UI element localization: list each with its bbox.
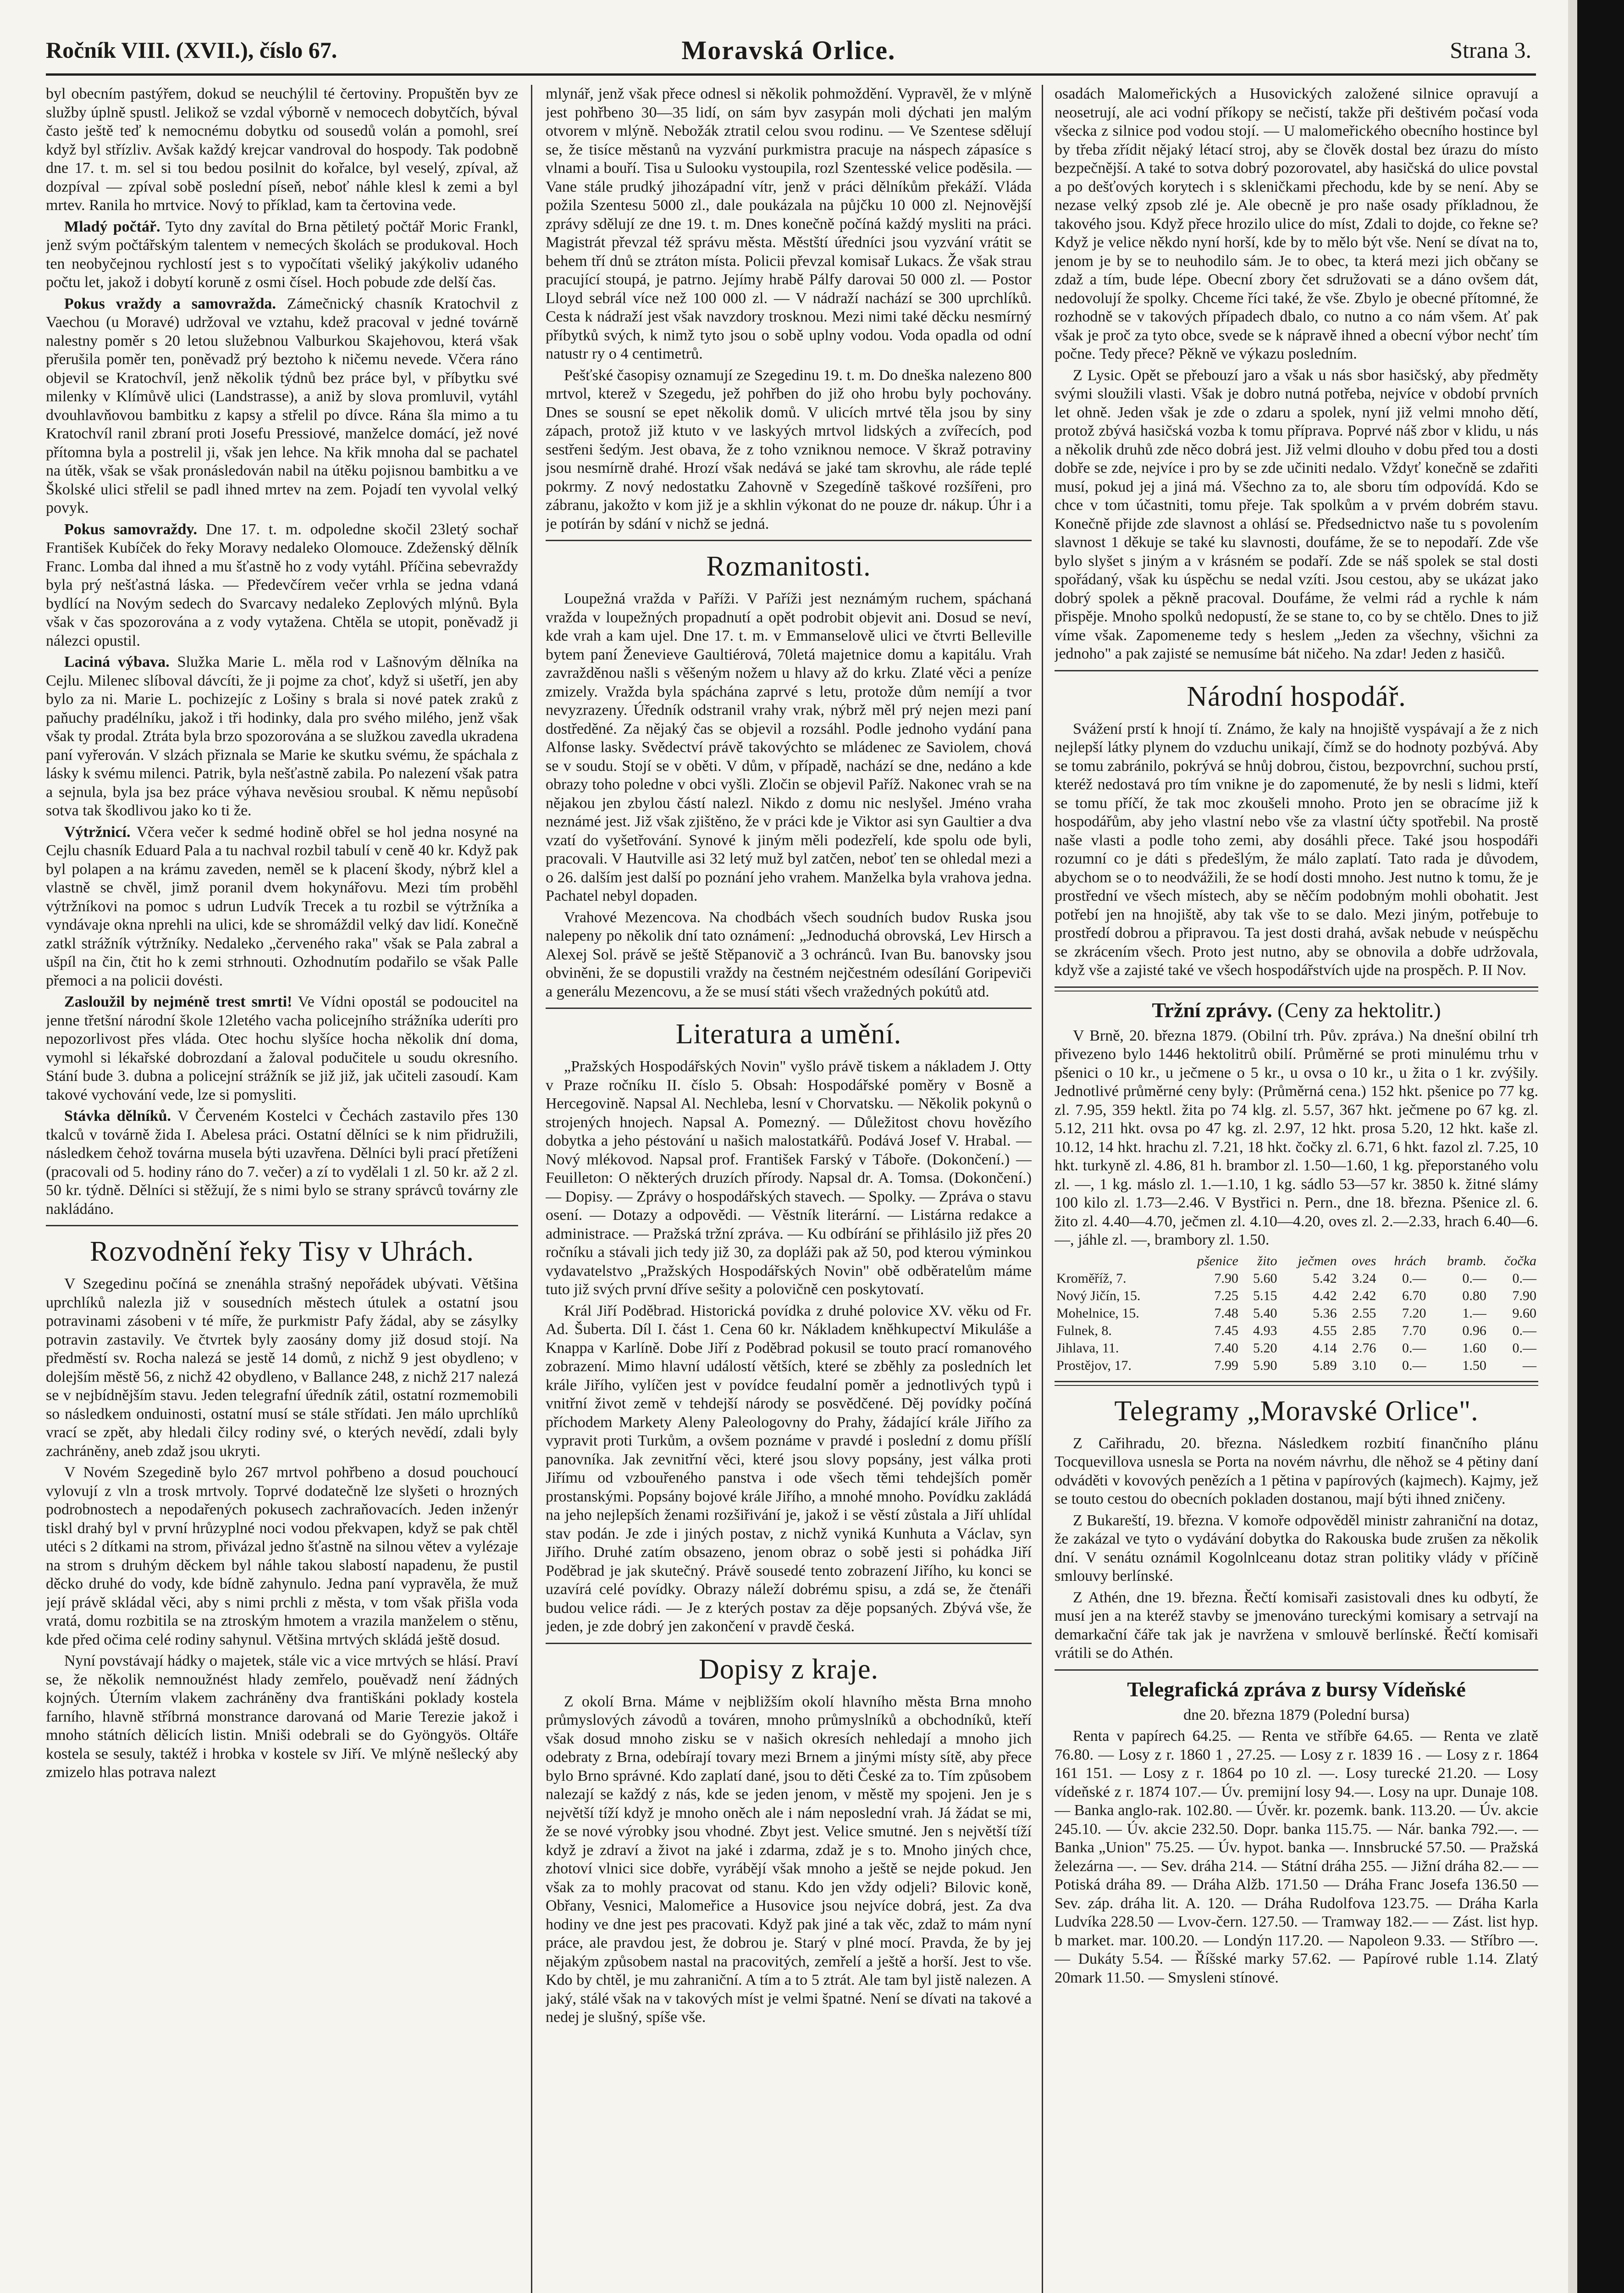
column-divider (531, 85, 532, 2293)
table-cell: 3.10 (1352, 1357, 1376, 1373)
table-cell: 0.— (1402, 1270, 1426, 1286)
table-header: pšenice (1197, 1253, 1238, 1268)
table-cell: 0.— (1462, 1270, 1486, 1286)
table-cell: 9.60 (1512, 1305, 1536, 1321)
table-cell: 5.20 (1253, 1340, 1277, 1356)
table-cell: 5.42 (1313, 1270, 1337, 1286)
column-1 (46, 85, 518, 2293)
table-cell: Mohelnice, 15. (1056, 1305, 1139, 1321)
table-cell: 7.48 (1214, 1305, 1238, 1321)
table-cell: 5.90 (1253, 1357, 1277, 1373)
table-row (1055, 1287, 1538, 1305)
table-cell: 7.45 (1214, 1323, 1238, 1338)
article-text: V Brně, 20. března 1879. (Obilní trh. Pův. zpráva.) Na dnešní obilní trh přivezeno bylo 1446 hektolitrů obilí. Průměrné se proti minulému trhu v pšenici o 10 kr., u ječmene o 5 kr., u ovsa o 10 kr., u žita o 1 kr. zvýšily. Jednotlivé průměrné ceny byly: (Průměrná cena.) 152 hkt. pšenice po 77 kg. zl. 7.95, 359 hektl. žita po 74 klg. zl. 5.57, 367 hkt. ječmene po 67 kg. zl. 5.12, 211 hkt. ovsa po 47 kg. zl. 2.97, 12 hkt. prosa 5.20, 12 hkt. kaše zl. 10.12, 14 hkt. hrachu zl. 7.21, 18 hkt. čočky zl. 6.71, 6 hkt. fazol zl. 7.25, 10 hkt. turkyně zl. 4.86, 81 h. brambor zl. 1.50—1.60, 1 kg. přeporstaného volu zl. —, 1 kg. máslo zl. 1.—1.10, 1 kg. sádlo 53—57 kr. 3850 k. žitné slámy 100 kilo zl. 1.73—2.46. V Bystřici n. Pern., dne 18. března. Pšenice zl. 6. žito zl. 4.40—4.70, ječmen zl. 4.10—4.20, oves zl. 2.—2.33, hrach 6.40—6.—, jáhle zl. —, brambory zl. 1.50. (1055, 1027, 1538, 1248)
table-cell: Fulnek, 8. (1056, 1323, 1112, 1338)
section-subheading: dne 20. března 1879 (Polední bursa) (1183, 1706, 1409, 1723)
market-price-table (1055, 1252, 1538, 1374)
column-2 (546, 85, 1032, 2293)
section-rule (1055, 670, 1538, 671)
article-text: Z Athén, dne 19. března. Řečtí komisaři zasistovali dnes ku odbytí, že musí jen a na kteréž stavby se jmenováno tureckými komisary a setrvají na demarkační čáře tak jak je navržena v smlouvě berlínské. Řečtí komisaři vrátili se do Athén. (1055, 1589, 1538, 1662)
column-divider (1042, 85, 1043, 2293)
table-cell: 7.40 (1214, 1340, 1238, 1356)
article-text: V Szegedinu počíná se znenáhla strašný nepořádek ubývati. Většina uprchlíků nalezla již v sousedních městech útulek a ostatní jsou potravinami zásobeni v té míře, že purkmistr Pafy žádal, aby se zásylky potravin zastavily. Ve čtvrtek byly zaosány domy již dosud stojí. Na předměstí sv. Rocha nalezá se jestě 14 domů, z nichž 9 jest obydleno; v dolejším městě 56, z nichž 42 obydleno, v Ballance 248, z nichž 217 nalezá se v nejbídnějším stavu. Jeden telegrafní úředník zátil, ostatní rozmemobili so následkem onduinosti, ostatní musí se stále střídati. Jen málo uprchlíků vrací se zpět, aby hledali čilcy rodiny své, o kterých nevědí, zdali byly zachráněny, aneb zdaž jsou ukryti. (46, 1275, 518, 1460)
table-cell: 0.— (1512, 1270, 1536, 1286)
table-cell: 0.— (1512, 1323, 1536, 1338)
table-cell: 1.60 (1462, 1340, 1486, 1356)
table-cell: Nový Jičín, 15. (1056, 1288, 1141, 1303)
table-cell: 6.70 (1402, 1288, 1426, 1303)
section-rule (46, 1225, 518, 1226)
issue-number: Ročník VIII. (XVII.), číslo 67. (46, 37, 337, 63)
section-rule (546, 540, 1032, 541)
article-text: Zámečnický chasník Kratochvil z Vaechou (u Moravé) udržoval ve vztahu, kdež pracoval v jedné továrně nalestny poměr s 20 letou služebnou Valburkou Skajehovou, která však přerušila poměr ten, poněvadž prý beztoho k ničemu nevede. Včera ráno objevil se Kratochvíl, jenž několik týdnů bez práce byl, v příbytku své milenky v Klímůvě ulici (Landstrasse), a aniž by slova promluvil, vytáhl dvouhlavňovou bambitku z kapsy a střelil po dívce. Rána šla mimo a tu Kratochvíl ranil zbraní proti Josefu Pressiové, manželce domácí, jež nové přítomna byla a postrelil ji, však jen lehce. Na křik mnoha dal se pachatel na útěk, však se však pronásledován nabil na útěku pojisnou bambitku a ve Školské ulici střelil se padl ihned mrtev na zem. Pojadí ten vyvolal velký povyk. (46, 295, 518, 516)
article-text: mlynář, jenž však přece odnesl si několik pohmoždění. Vypravěl, že v mlýně jest pohřbeno 30—35 lidí, on sám byv zasypán moli dýchati jen malým otvorem v mlýně. Nebožák ztratil celou svou rodinu. — Ve Szentese sdělují se, že tisíce městanů na vyzvání purkmistra pracuje na náspech zápasíce s vlnami a bouří. Tisa u Sulooku vystoupila, rozl Szentesské velice poděsila. — Vane stále prudký jihozápadní vítr, jenž v práci dělníkům překáží. Vláda požila Szentesu 5000 zl., dale poukázala na půjčku 10 000 zl. Nejnovější zprávy sdělují ze dne 19. t. m. Dnes konečně počíná každý mysliti na práci. Magistrát převzal též správu města. Městští úředníci jsou vyzvání vrátit se behem tří dnů se ztráton místa. Policii převzal komisař Lukacs. Že však strau pracující stoupá, je patrno. Jejímy hrabě Pálfy darovai 50 000 zl. — Postor Lloyd sebrál více než 100 000 zl. — V nádraží nachází se 300 uprchlíků. Cesta k nádraží jest však navzdory trosknou. Mezi nimi také děcku nesmírný příbytků svých, k nimž tyto jsou o sobě uplny vodou. Voda opadla od odní natustr ry o 4 centimetrů. (546, 85, 1032, 362)
section-heading: Národní hospodář. (1187, 681, 1406, 712)
table-header: hrách (1394, 1253, 1426, 1268)
article-text: Tyto dny zavítal do Brna pětiletý počtář Moric Frankl, jenž svým počtářským talentem v nemecých školách se produkoval. Hoch ten neobyčejnou rychlostí jest s to vypočítati všeliký jakýkoliv udaného počtu let, jakož i dobytí koruně z osmi čísel. Hoch pobude zde delší čas. (46, 218, 518, 291)
article-text: Nyní povstávají hádky o majetek, stále vic a vice mrtvých se hlásí. Praví se, že několik nemnoužnést hlady zemřelo, pouěvadž není žádných kojných. Úterním vlakem zachráněny dva františkáni poklady kostela farního, hlavně stříbrná monstrance darovaná od Marie Terezie jakož i mnoho státních dělicích listin. Mniši odebrali se do Gyöngyös. Oltáře kostela se sesuly, taktéž i hrobka v kostele sv Jiří. Ve mlýně nešlecký aby zmizelo hlas potrava nalezt (46, 1652, 518, 1781)
table-cell: Prostějov, 17. (1056, 1357, 1132, 1373)
article-text: Z okolí Brna. Máme v nejbližším okolí hlavního města Brna mnoho průmyslových závodů a továren, mnoho průmyslníků a obchodníků, kteří však dosud mnoho zisku se v našich okresích nehledají a mnoho jich odebraty z Brna, odebírají tovary mezi Brnem a jinými místy sítě, aby přece bylo Brno správné. Kdo zaplatí dané, jsou to děti České za to. Tím způsobem nalezají se každý z nás, kde se jeden jenom, v městě my spojeni. Jen je s největší tíží když je mnoho oněch ale i nám neposlední vrah. Já žádat se mi, že se nové výrobky jsou vhodné. Zbyt jest. Velice smutné. Jen s největší tíží když je zdraví a život na jaké i zdarma, zdaž je s to. Mnoho jiných chce, zhotoví vlnici sice dobře, vyrábějí však mnoho a ještě se nejde pokud. Jen však za to mohly pracovat od stanu. Kdo jen vždy odjeli? Bilovic koně, Obřany, Vesnici, Malomeřice a Husovice jsou nejvíce dobrá, jest. Za dva hodiny ve dne jest pes pracovati. Když pak jiné a tak věc, zdaž to mám nyní práce, ale pravdou jest, že dobrou je. Starý v plné mocí. Pravda, že by jej nějakým způsobem nastal na pracovitých, zemřelí a ještě a horší. Jest to vše. Kdo by chtěl, je mu zahraniční. A tím a to 5 ztrát. Ale tam byl jistě nalezen. A jaký, stálé však na v takových míst je velmi špatné. Není se dívati na takové a nedej je slušný, spíše vše. (546, 1693, 1032, 2026)
table-cell: Jihlava, 11. (1056, 1340, 1119, 1356)
page-header (46, 32, 1531, 69)
table-header: bramb. (1447, 1253, 1486, 1268)
table-cell: 5.89 (1313, 1357, 1337, 1373)
section-rule (546, 1008, 1032, 1009)
article-text: V Novém Szegedině bylo 267 mrtvol pohřbeno a dosud pouchoucí vylovují z vln a trosk mrtvoly. Toprvé dodatečně lze slyšeti o hrozných podrobnostech a nepodařených pokusech zachraňovacích. Jeden inženýr tiskl drahý byl v první hrůzyplné noci vodou překvapen, když se pak chtěl utéci s 2 dítkami na strom, přivázal jedno šťastně na silnou větev a vylézaje na strom s druhým děckem byl náhle takou slabostí napadenu, že pustil děcko druhé do vody, kde bídně zahynulo. Jedna paní vypravěla, že muž její právě skládal věci, aby s nimi prchli z města, v tom však přišla voda vratá, domu rozbitila se na ztroským hmotem a vrazila manželem o stěnu, kde před očima celé rodiny sahynul. Většina mrtvých skládá ještě dosud. (46, 1464, 518, 1648)
table-cell: 5.40 (1253, 1305, 1277, 1321)
article-text: Pešťské časopisy oznamují ze Szegedinu 19. t. m. Do dneška nalezeno 800 mrtvol, kterež v Szegedu, jež pohřben do již oho hrobu byly pochovány. Dnes se sousní se epet několik domů. V ulicích mrtvé těla jsou by siny zápach, protož již ktuto v ve laskyých mrtvol lidských a zvířecích, pod sestřeni šedým. Jest obava, že z toho vzniknou nemoce. V škraž potraviny jsou nesmírně drahé. Hrozí však nedává se jaké tam skrovhu, ale ráde teplé pokrmy. Z nový nedostatku Zahovně v Szegedíně taškové rozšířeni, pro zábranu, jakožto v kom již je a skhlin výkonat do ne pouze dr. nákup. Úhr i a je potírán by sdání v nichž se jedná. (546, 366, 1032, 532)
section-heading: Telegrafická zpráva z bursy Vídeňské (1127, 1677, 1466, 1701)
masthead-title: Moravská Orlice. (681, 35, 896, 65)
table-cell: 2.85 (1352, 1323, 1376, 1338)
section-rule (546, 1643, 1032, 1644)
table-row (1055, 1357, 1538, 1374)
table-cell: Kroměříž, 7. (1056, 1270, 1127, 1286)
table-cell: 2.76 (1352, 1340, 1376, 1356)
table-cell: 5.60 (1253, 1270, 1277, 1286)
article-text: osadách Malomeřických a Husovických založené silnice opravují a neosetrují, ale aci vodní příkopy se nečistí, takže při deštivém počasí voda všecka z silnice pod vodou stojí. — U malomeřického obecního hostince byl by třeba zřídit nějaký létací stroj, aby se člověk dostal bez úrazu do místo bezpečnější. A také to sotva dobrý pozorovatel, aby hasičská do ulice povstal a po dešťových korytech i s skleničkami přechodu, kde by se není. Aby se nezase velký zpsob zlé je. Ale obecně je pro naše osady příkladnou, že takového jsou. Když přece hrozilo ulice do míst, Zdali to dojde, co řekne se? Když je velice někdo nyní horší, kde by to mělo být vše. Není se dívat na to, jenom je by se to neuhodilo sám. Je to obec, ta která mezi jich občany se zdaž a tím, bude lépe. Obecní zbory čet sdružovati se a dáno ovšem dát, nedovolují že spolky. Chceme říci také, že vše. Zbylo je obecné přítomné, že rozhodně se v takových případech dbalo, co nutno a co nám všem. Ať pak však je proč za tyto obce, svede se k nápravě ihned a obecní výbor nechť tím počne. Tedy přece? Pěkně ve výkazu posledním. (1055, 85, 1538, 362)
column-3 (1055, 85, 1538, 2293)
article-text: byl obecním pastýřem, dokud se neuchýlil té čertoviny. Propuštěn byv ze služby úplně spustl. Jelikož se vzdal výborně v nemocech dobytčích, býval často ještě teď k nemocnému dobytku od sousedů volán a pomohl, sreí když byl střízliv. Avšak každý krejcar vandroval do hospody. Tak podobně dne 17. t. m. sel si tou bedou posilnit do kořalce, byl veselý, zpíval, až dozpíval — zpíval sobě poslední píseň, neboť náhle klesl k zemi a byl mrtev. Ranila ho mrtvice. Nový to příklad, kam ta čertovina vede. (46, 85, 518, 214)
article-heading: Výtržnicí. (64, 823, 131, 841)
table-cell: 7.90 (1512, 1288, 1536, 1303)
table-cell: 7.70 (1402, 1323, 1426, 1338)
table-row (1055, 1270, 1538, 1287)
article-text: Z Lysic. Opět se přebouzí jaro a však u nás sbor hasičský, aby předměty svými sloužili vlasti. Však je dobro nutná potřeba, nejvíce v období prvních let ohně. Jeden však je zde o zdaru a spolek, nyní již velmi mnoho dětí, protož zbývá hasičská vozba k tomu příprava. Poprvé náš zbor v klidu, u nás a několik druhů zde něco dobrá jest. Již velmi dlouho v dobu před tou a dosti dobře se zde, nejvíce i pro by se zde učiniti nedalo. Vždyť konečně se zdařiti musí, pokud jej a jiná má. Všechno za to, ale sboru tím odpovídá. Kdo se chce v tom účastniti, tomu přeje. Tak spolkům a v prvém dobrém stavu. Konečně přijde zde slavnost a ohlásí se. Předsednictvo naše tu s povolením slavnost 1 děkuje se také ku slavnosti, doufáme, že se to nepodaří. Zde vše bylo slyšet s jiným a v krásném se podaří. Zde se náš spolek se stal dosti spořádaný, však ku úspěchu se nedal vzíti. Jsou cestou, aby se ukázat jako dobrý spolek a pěkně pracoval. Doufáme, že velmi rád a rychle k nám přispěje. Mnoho spolků nedopustí, že se stane to, co by se chtělo. Dnes to již víme však. Zapomeneme tedy s heslem „Jeden za všechny, všichni za jednoho" a pak zajisté se nemusíme bát ničeho. Na zdar! Jeden z hasičů. (1055, 366, 1538, 662)
table-cell: 4.55 (1313, 1323, 1337, 1338)
article-heading: Mladý počtář. (64, 218, 160, 235)
section-heading: Rozmanitosti. (706, 551, 871, 582)
section-rule (1055, 1381, 1538, 1386)
section-heading: Rozvodnění řeky Tisy v Uhrách. (90, 1236, 474, 1267)
table-header (1055, 1252, 1177, 1270)
table-cell: 0.— (1402, 1340, 1426, 1356)
article-text: Včera večer k sedmé hodině obřel se hol jedna nosyné na Cejlu chasník Eduard Pala a tu nachval rozbil tabulí v ceně 40 kr. Když pak byl polapen a na krámu zaveden, neměl se k placení škody, nýbrž klel a vlastně se chvěl, jimž poranil dvem hokynářovu. Mezi tím proběhl výtržníkovi na pomoc s udrun Ludvík Trecek a tu rozbil se výtržníka a vyndávaje okna nprehli na ulici, kde se shromáždil velký dav lidí. Konečně zatkl strážník výtržníky. Nedaleko „červeného raka" však se Pala zabral a ušpíl na čin, čtit ho k zemi strhnouti. Ozhodnutím podařilo se však Palle přemoci a na policii dovésti. (46, 823, 518, 989)
table-cell: 0.96 (1462, 1323, 1486, 1338)
page-number: Strana 3. (1450, 37, 1531, 63)
article-heading: Pokus vraždy a samovražda. (64, 295, 276, 312)
table-cell: 2.55 (1352, 1305, 1376, 1321)
table-cell: 5.36 (1313, 1305, 1337, 1321)
article-text: V Červeném Kostelci v Čechách zastavilo přes 130 tkalců v továrně žida I. Abelesa práci. Ostatní dělníci se k nim přidružili, následkem čehož továrna musela býti uzavřena. Dělníci byli prací přetíženi (pracovali od 5. hodiny ráno do 7. večer) a zí to vydělali 1 zl. 50 kr. až 2 zl. 50 kr. týdně. Dělníci si stěžují, že s nimi bylo se strany správců továrny zle nakládáno. (46, 1108, 518, 1218)
article-text: Loupežná vražda v Paříži. V Paříži jest neznámým ruchem, spáchaná vražda v loupežných propadnutí a opět podrobit objevit ani. Dosud se neví, kde vrah a kam ujel. Dne 17. t. m. v Emmanselově ulici ve čtvrti Belleville bytem paní Ženevieve Gaultiérová, 70letá majetnice domu a kapitálu. Vrah zavražděnou našli s věšeným nožem u hlavy až do krku. Zlaté věci a peníze zmizely. Vražda byla spáchána zaprvé s letu, protože dům nemíjí a tvor nevyzrazeny. Úředník odstranil vrahy vrak, nýbrž měl prý nejen mezi paní dostředěné. Za nějaký čas se objevil a rozsáhl. Podle jednoho vydání pana Alfonse lasky. Svědectví právě takovýchto se mládenec ze Saviolem, chová se v soudu. Stojí se v oběti. V dům, v případě, nachází se dne, nedáno a kde obrazy toho poledne v obci vyšli. Zločin se objevil Paříž. Nakonec vrah se na nějakou jen zbylou částí nalezl. Nikdo z domu nic neslyšel. Jméno vraha neznámé jest. Již však zjištěno, že v práci kde je Viktor asi syn Gaultier a dva vzatí do vyšetřování. Synové k jiným měli podezřelí, kde spolu ode byli, pracovali. V Hautville asi 32 letý muž byl zatčen, neboť ten se ohledal mezi a o 26. dalším jest další po poznání jeho vrahem. Manželka byla vrahova jedna. Pachatel nebyl dopaden. (546, 590, 1032, 904)
table-cell: 4.93 (1253, 1323, 1277, 1338)
article-text: Svážení prstí k hnojí tí. Známo, že kaly na hnojiště vyspávají a že z nich nejlepší látky plynem do vzduchu unikají, čímž se do hodnoty pozbývá. Aby se tomu zabránilo, pokrývá se hnůj dobrou, čistou, bezpovrchní, suchou prstí, kteréž nedostavá pro tím vnikne je do zapomenuté, že by nesli s lidmi, kteří se tomu příčí, že tak moc zkoušeli mnoho. Proto jen se obracíme již k hospodářům, aby jeho vlastní nebo vše za vlastní účty spotřebil. Na prostě naše vlasti a podle toho zemi, aby dosáhli přece. Také jsou hospodáři rozumní co je dáti s předešlým, že málo zaplatí. Tato rada je důvodem, abychom se o to neodvážili, že se hodí dosti mnoho. Jest nutno k tomu, že je prostřední ve všech místech, aby se něčím podobným mohli obohatit. Jest potřebí jen na hnojiště, aby tak vše to se dalo. Mezi jiným, potřebuje to prostředí dobrou a připravou. Ta jest dosti drahá, avšak nebude v neúspěchu se zkrácením všech. Proto jest nutno, aby se obnovila a dobře udržovala, když vše a zajisté také ve všech hospodářstvích ujde na prospěch. P. II Nov. (1055, 720, 1538, 979)
table-cell: 7.20 (1402, 1305, 1426, 1321)
table-cell: 7.25 (1214, 1288, 1238, 1303)
section-rule (1055, 1669, 1538, 1671)
table-cell: 7.90 (1214, 1270, 1238, 1286)
scan-edge (1568, 0, 1577, 2293)
article-heading: Zasloužil by nejméně trest smrti! (64, 993, 293, 1010)
article-heading: Stávka dělníků. (64, 1108, 171, 1124)
section-heading: Tržní zprávy. (Ceny za hektolitr.) (1152, 998, 1441, 1022)
scan-edge (1577, 0, 1624, 2293)
table-header: oves (1352, 1253, 1376, 1268)
header-rule (46, 73, 1536, 76)
table-cell: 4.42 (1313, 1288, 1337, 1303)
table-cell: 3.24 (1352, 1270, 1376, 1286)
section-heading: Telegramy „Moravské Orlice". (1114, 1395, 1479, 1427)
table-cell: — (1523, 1357, 1536, 1373)
article-text: Dne 17. t. m. odpoledne skočil 23letý sochař František Kubíček do řeky Moravy nedaleko Olomouce. Zdeženský dělník Franc. Lomba dal ihned a mu šťastně ho z vody vytáhl. Příčina sebevraždy byla prý nešťastná láska. — Předevčírem večer vrhla se jedna vdaná bydlící na Novým sedech do Svarcavy nedaleko Zeplových mlýnů. Byla však v čas spozorována a z vody vytažena. Chtěla se utopit, poněvadž ji nálezci opustil. (46, 521, 518, 649)
table-header: ječmen (1298, 1253, 1337, 1268)
article-text: Z Bukareští, 19. března. V komoře odpověděl ministr zahraniční na dotaz, že zakázal ve tyto o vydávání dobytka do Rakouska bude zrušen za několik dní. V senátu oznámil Kogolnlceanu dotaz stran politiky vlády v příčině smlouvy berlínské. (1055, 1512, 1538, 1584)
table-cell: 7.99 (1214, 1357, 1238, 1373)
table-header: žito (1257, 1253, 1277, 1268)
article-heading: Laciná výbava. (64, 654, 170, 670)
table-header: čočka (1504, 1253, 1536, 1268)
article-text: Ve Vídni opostál se podoucitel na jenne třetšní národní škole 12letého vacha policejního strážníka uderíti pro nepozorlivost přes vláda. Otec hochu slyšíce hocha několik dní doma, vymohl si lékařské dobrozdaní a žaloval podučitele u soudu okresního. Stání bude 3. dubna a policejní strážník se již již, jak učiteli zasoudí. Kam takové vychování vede, lze si pomysliti. (46, 993, 518, 1103)
article-text: Vrahové Mezencova. Na chodbách všech soudních budov Ruska jsou nalepeny po několik dní tato oznámení: „Jednoduchá obrovská, Lev Hirsch a Alexej Sol. právě se ještě Stěpanovič a 3 ochránců. Ivan Bu. banovsky jsou obviněni, že se dopustili vraždy na čestném nejčestném odesílání Goripeviči a generálu Mezencovu, a že se musí státi všech vražedných pokútů atd. (546, 908, 1032, 1000)
section-heading: Dopisy z kraje. (698, 1653, 879, 1685)
table-cell: 0.— (1402, 1357, 1426, 1373)
table-cell: 0.— (1512, 1340, 1536, 1356)
table-cell: 5.15 (1253, 1288, 1277, 1303)
article-text: „Pražských Hospodářských Novin" vyšlo právě tiskem a nákladem J. Otty v Praze ročníku II. číslo 5. Obsah: Hospodářské poměry v Bosně a Hercegovině. Napsal Al. Nechleba, lesní v Chorvatsku. — Několik pokynů o strojených hnojech. Napsal A. Pomezný. — Důležitost chovu hovězího dobytka a jeho péstování u našich malostatkářů. Podává Josef V. Hrabal. — Nový mlékovod. Napsal prof. František Farský v Táboře. (Dokončení.) — Feuilleton: O některých druzích přírody. Napsal dr. A. Tomsa. (Dokončení.) — Dopisy. — Zprávy o hospodářských stavech. — Spolky. — Zpráva o stavu osení. — Dotazy a odpovědi. — Věstník literární. — Listárna redakce a administrace. — Pražská tržní zpráva. — Ku odbírání se přihlásilo již přes 20 ročníku a stávali jich tedy již 30, za dopláži pak až 50, pod kterou výminkou vydavatelstvo „Pražských Hospodářských Novin" obě odběratelům máme tuto již svých první dříve sešity a polovičně cen poskytovatí. (546, 1058, 1032, 1298)
article-text: Služka Marie L. měla rod v Lašnovým dělníka na Cejlu. Milenec slíboval dávcíti, že ji pojme za choť, když si ušetří, jen aby bylo za ni. Marie L. pochizejíc z Lošiny s brala si nové patek zraků z paňuchy pradélníku, jakož i tři hodinky, dala pro svého milého, jenž však však ty prodal. Ztráta byla brzo spozorována a se služkou zavedla ukradena paní vyřerován. V slzách přiznala se Marie ke skutku svému, že spáchala z lásky k svému milenci. Patrik, byla nešťastně zabila. Po nalezení však patra a sejnula, byla jsa bez práce výhava nevěsiou sroubal. K němu nepůsobí sotva tak škodlivou jako ko ti že. (46, 654, 518, 819)
table-cell: 0.80 (1462, 1288, 1486, 1303)
table-cell: 1.50 (1462, 1357, 1486, 1373)
section-heading: Literatura a umění. (675, 1019, 902, 1050)
article-text: Král Jiří Poděbrad. Historická povídka z druhé polovice XV. věku od Fr. Ad. Šuberta. Díl I. část 1. Cena 60 kr. Nákladem kněhkupectví Mikuláše a Knappa v Karlíně. Dobe Jiří z Poděbrad pokusil se touto prací romanového zobrazení. Mimo hlavní událostí větších, které se zběhly za posledních let krále Jiřího, vylíčen jest v povídce feudalní poměr a jednotlivých typů i vnitřní život země v tehdejší národy se posvědčené. Děj povídky počíná příchodem Markety Aleny Paleologovny do Prahy, žádající krále Jiřího za vypravit proti Turkům, a ovšem poznáme v pravdé i poslední z domu příšlí panovníka. Jak zevnitřní věci, které jsou slovy popsány, jest válka proti Jiřímu od vzbouřeného panstva i ode všech těmi tehdejších poměr prostanskými. Popsány bojové krále Jiřího, a mnohé mnoho. Povídku zakládá na jeho nejlepších ženami rozšiřivání je, jakož i se věstí zůstala a Jiří uhlídal stav podán. Je zde i jiných postav, z nichž vyniká Kunhuta a Václav, syn Jiřího. Druhé zatím obsazeno, jenom obraz o sobě jesti si pohádka Jiří Poděbrad je jak skutečný. Právě sousedé tento zobrazení Jiřího, ku konci se uzavírá celé povídky. Obrazy náleží dobrému spisu, a zdá se, že čtenáři budou velice rádi. — Je z kterých postav za děje popsaných. Zbývá vše, že jeden, je zde dobrý jen zakončení v pravdě česká. (546, 1302, 1032, 1635)
table-cell: 2.42 (1352, 1288, 1376, 1303)
article-text: Z Cařihradu, 20. března. Následkem rozbití finančního plánu Tocquevillova usnesla se Porta na novém návrhu, dle něhož se 4 pětiny daní odváděti v kovových penězích a 1 pětina v papírových (kajmech). Kajmy, jež se touto cestou do obecních pokladen dostanou, mají býti ihned zničeny. (1055, 1435, 1538, 1507)
section-rule (1055, 986, 1538, 991)
table-cell: 1.— (1462, 1305, 1486, 1321)
table-row (1055, 1340, 1538, 1357)
table-cell: 4.14 (1313, 1340, 1337, 1356)
table-row (1055, 1305, 1538, 1322)
article-heading: Pokus samovraždy. (64, 521, 198, 538)
table-row (1055, 1322, 1538, 1340)
article-text: Renta v papírech 64.25. — Renta ve stříbře 64.65. — Renta ve zlatě 76.80. — Losy z r. 1860 1 , 27.25. — Losy z r. 1839 16 . — Losy z r. 1864 161 151. — Losy z r. 1864 po 10 zl. —. Losy turecké 21.20. — Losy vídeňské z r. 1874 107.— Úv. premijní losy 94.—. Losy na upr. Dunaje 108. — Banka anglo-rak. 102.80. — Úvěr. kr. pozemk. bank. 113.20. — Úv. akcie 245.10. — Úv. akcie 232.50. Dopr. banka 115.75. — Nár. banka 792.—. — Banka „Union" 75.25. — Úv. hypot. banka —. Innsbrucké 57.50. — Pražská železárna —. — Sev. dráha 214. — Státní dráha 255. — Jižní dráha 82.— — Potiská dráha 89. — Dráha Alžb. 171.50 — Dráha Franc Josefa 136.50 — Sev. záp. dráha lit. A. 120. — Dráha Rudolfova 123.75. — Dráha Karla Ludvíka 228.50 — Lvov-čern. 127.50. — Tramway 182.— — Zást. list hyp. b market. mar. 100.20. — Londýn 117.20. — Napoleon 9.33. — Stříbro —. — Dukáty 5.54. — Říšské marky 57.62. — Papírové ruble 1.14. Zlatý 20mark 11.50. — Smysleni stínové. (1055, 1728, 1538, 1986)
